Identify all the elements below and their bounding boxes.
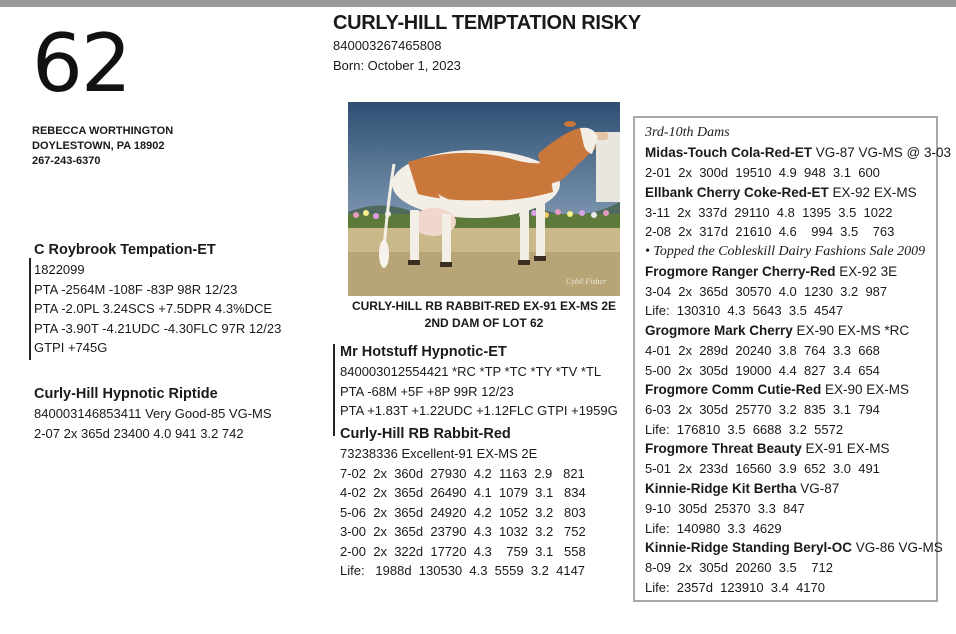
mgs-line: PTA +1.83T +1.22UDC +1.12FLC GTPI +1959G (340, 403, 618, 418)
top-rule (0, 0, 956, 7)
dam-entry-record: 5-00 2x 305d 19000 4.4 827 3.4 654 (645, 362, 880, 378)
granddam-record: 7-02 2x 360d 27930 4.2 1163 2.9 821 (340, 465, 585, 481)
sire-section (34, 240, 281, 358)
granddam-name: Curly-Hill RB Rabbit-Red (340, 426, 511, 442)
animal-birthdate: Born: October 1, 2023 (333, 58, 461, 73)
dam-entry-name-text: Midas-Touch Cola-Red-ET (645, 145, 812, 160)
sire-line: GTPI +745G (34, 340, 108, 355)
cow-photo (348, 102, 620, 296)
dam-entry-name-text: Kinnie-Ridge Standing Beryl-OC (645, 540, 853, 556)
granddam-section (340, 424, 586, 581)
dam-name: Curly-Hill Hypnotic Riptide (34, 386, 218, 402)
dam-entry-name (645, 479, 936, 499)
dams-box (633, 116, 951, 602)
dam-entry-record: 3-11 2x 337d 29110 4.8 1395 3.5 1022 (645, 204, 893, 220)
consignor-city: DOYLESTOWN, PA 18902 (32, 140, 165, 152)
dam-entry-record: 6-03 2x 305d 25770 3.2 835 3.1 794 (645, 402, 880, 418)
dam-entry-classification: EX-92 3E (835, 263, 898, 279)
sire-line: PTA -3.90T -4.21UDC -4.30FLC 97R 12/23 (34, 320, 282, 336)
dam-entry-name (645, 538, 943, 558)
photo-caption-line2: 2ND DAM OF LOT 62 (424, 316, 544, 330)
dam-entry-name-text: Grogmore Mark Cherry (645, 322, 793, 338)
dam-entry-name-text: Frogmore Ranger Cherry-Red (645, 263, 836, 279)
mgs-line: PTA -68M +5F +8P 99R 12/23 (340, 383, 514, 399)
animal-registration: 840003267465808 (333, 38, 442, 53)
dam-entry-record: Life: 130310 4.3 5643 3.5 4547 (645, 303, 844, 319)
dam-entry-record: 2-01 2x 300d 19510 4.9 948 3.1 600 (645, 165, 880, 180)
dam-entry-record: 4-01 2x 289d 20240 3.8 764 3.3 668 (645, 342, 880, 358)
dam-entry-note: • Topped the Cobleskill Dairy Fashions Sale 2009 (645, 243, 926, 259)
mgs-bracket (333, 344, 335, 436)
sire-bracket (29, 258, 31, 360)
dam-line: 2-07 2x 365d 23400 4.0 941 3.2 742 (34, 425, 244, 441)
dam-entry-record: 9-10 305d 25370 3.3 847 (645, 500, 805, 516)
dam-entry-classification: EX-91 EX-MS (801, 441, 890, 457)
dam-entry-classification: VG-87 VG-MS @ 3-03 (812, 145, 951, 160)
granddam-record: 2-00 2x 322d 17720 4.3 759 3.1 558 (340, 543, 586, 559)
photo-caption-line1: CURLY-HILL RB RABBIT-RED EX-91 EX-MS 2E (351, 299, 617, 313)
consignor-phone: 267-243-6370 (32, 155, 101, 167)
granddam-record: 4-02 2x 365d 26490 4.1 1079 3.1 834 (340, 485, 586, 500)
dam-entry-record: 5-01 2x 233d 16560 3.9 652 3.0 491 (645, 461, 880, 477)
dam-entry-record: Life: 176810 3.5 6688 3.2 5572 (645, 421, 844, 437)
dam-entry-name-text: Kinnie-Ridge Kit Bertha (645, 480, 797, 496)
granddam-record: 5-06 2x 365d 24920 4.2 1052 3.2 803 (340, 504, 586, 520)
dams-box-heading: 3rd-10th Dams (645, 125, 730, 140)
dam-entry-name (645, 439, 936, 459)
granddam-record: 3-00 2x 365d 23790 4.3 1032 3.2 752 (340, 524, 586, 539)
dam-entry-name (645, 262, 936, 282)
dam-entry-record: 3-04 2x 365d 30570 4.0 1230 3.2 987 (645, 283, 888, 299)
dam-entry-classification: VG-87 (796, 480, 840, 496)
granddam-line: 73238336 Excellent-91 EX-MS 2E (340, 446, 538, 461)
dam-entry-name-text: Frogmore Threat Beauty (645, 441, 802, 457)
mgs-name: Mr Hotstuff Hypnotic-ET (340, 344, 507, 360)
sire-line: 1822099 (34, 262, 85, 277)
dam-entry-classification: EX-92 EX-MS (828, 184, 917, 200)
sire-line: PTA -2564M -108F -83P 98R 12/23 (34, 281, 238, 297)
sire-line: PTA -2.0PL 3.24SCS +7.5DPR 4.3%DCE (34, 301, 273, 316)
dam-entry-record: Life: 140980 3.3 4629 (645, 520, 782, 536)
dam-line: 840003146853411 Very Good-85 VG-MS (34, 406, 272, 421)
dams-list (645, 143, 951, 597)
consignor-name: REBECCA WORTHINGTON (32, 125, 174, 137)
lot-number: 62 (32, 17, 130, 110)
sire-name: C Roybrook Tempation-ET (34, 242, 216, 258)
dam-entry-classification: EX-90 EX-MS *RC (792, 322, 910, 338)
dam-entry-name (645, 183, 936, 203)
dam-section (34, 384, 272, 443)
dam-entry-name (645, 321, 936, 341)
granddam-lifetime: Life: 1988d 130530 4.3 5559 3.2 4147 (340, 563, 586, 578)
dam-entry-record: 2-08 2x 317d 21610 4.6 994 3.5 763 (645, 224, 895, 240)
dam-entry-name-text: Ellbank Cherry Coke-Red-ET (645, 184, 829, 200)
cow-photo-illustration (348, 102, 620, 296)
photo-watermark: Cybil Fisher (566, 277, 607, 286)
mgs-line: 840003012554421 *RC *TP *TC *TY *TV *TL (340, 364, 602, 379)
dam-entry-classification: EX-90 EX-MS (821, 382, 910, 398)
dam-entry-record: 8-09 2x 305d 20260 3.5 712 (645, 560, 833, 576)
dam-entry-name-text: Frogmore Comm Cutie-Red (645, 382, 822, 398)
dam-entry-record: Life: 2357d 123910 3.4 4170 (645, 579, 825, 595)
mgs-section (340, 342, 618, 421)
dam-entry-name (645, 380, 936, 400)
consignor-info (32, 124, 173, 169)
dam-entry-name (645, 143, 951, 163)
animal-name: CURLY-HILL TEMPTATION RISKY (333, 12, 641, 34)
dam-entry-classification: VG-86 VG-MS (852, 540, 943, 556)
